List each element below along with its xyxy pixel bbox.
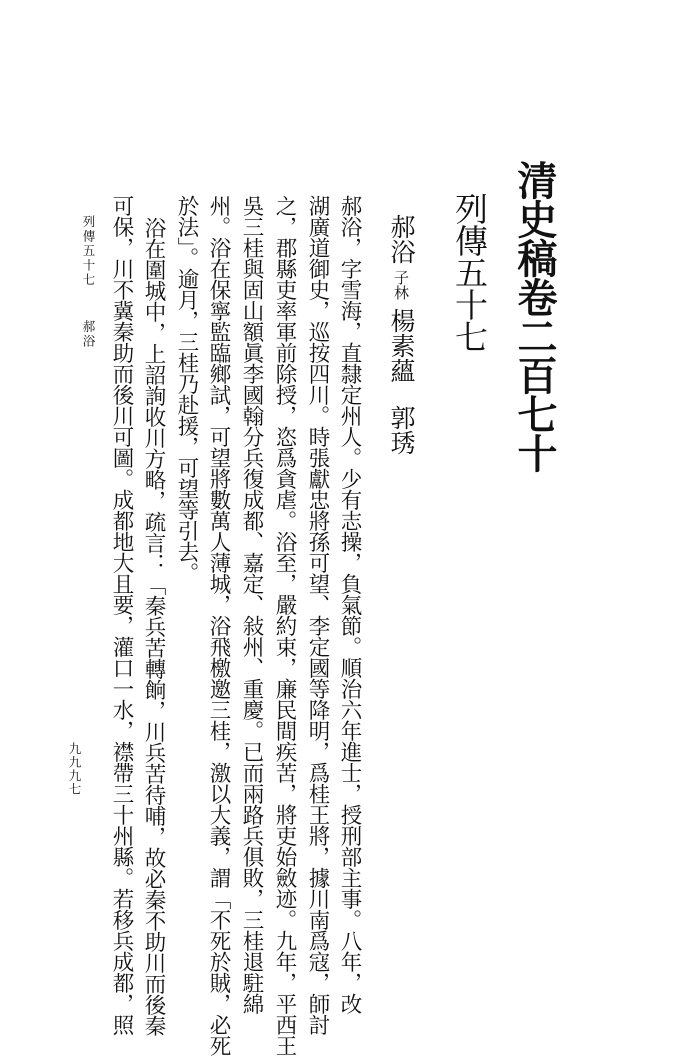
page-number: 九九九七 — [67, 742, 82, 796]
name-hao-yu: 郝浴 — [387, 214, 416, 264]
text-line-1: 郝浴，字雪海，直隸定州人。少有志操，負氣節。順治六年進士，授刑部主事。八年，改 — [337, 195, 362, 1014]
margin-name-label: 郝浴 — [81, 320, 96, 349]
text-line-4: 吳三桂與固山額眞李國翰分兵復成都、嘉定、敍州、重慶。已而兩路兵俱敗，三桂退駐綿 — [239, 195, 264, 1014]
text-line-5: 州。浴在保寧監臨鄉試，可望將數萬人薄城，浴飛檄邀三桂，激以大義，謂「不死於賊，必死 — [206, 195, 231, 1056]
chapter-heading: 列傳五十七 — [450, 192, 489, 352]
name-yang-suyun: 楊素蘊 — [387, 308, 416, 383]
name-sub-note: 子林 — [392, 270, 410, 300]
volume-title: 清史稿卷二百七十 — [511, 160, 558, 472]
biography-names — [380, 214, 414, 514]
text-line-8: 可保，川不冀秦助而後川可圖。成都地大且要，灌口一水，襟帶三十州縣。若移兵成都，照 — [109, 195, 134, 1035]
text-line-6: 於法」。逾月，三桂乃赴援，可望等引去。 — [174, 195, 199, 584]
margin-chapter-label: 列傳五十七 — [81, 215, 96, 288]
name-guo-xiu: 郭琇 — [387, 405, 416, 455]
text-line-7: 浴在圍城中，上詔詢收川方略，疏言：「秦兵苦轉餉，川兵苦待哺，故必秦不助川而後秦 — [141, 217, 166, 1036]
text-line-2: 湖廣道御史，巡按四川。時張獻忠將孫可望、李定國等降明，爲桂王將，據川南爲寇，師討 — [305, 195, 330, 1035]
text-line-3: 之，郡縣吏率軍前除授，恣爲貪虐。浴至，嚴約束，廉民間疾苦，將吏始斂迹。九年，平西王 — [272, 195, 297, 1056]
